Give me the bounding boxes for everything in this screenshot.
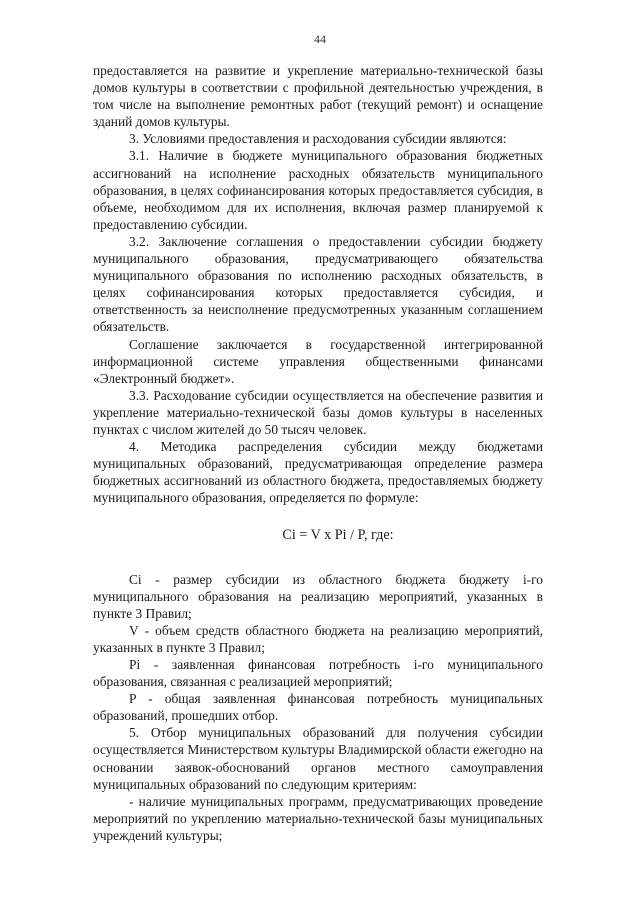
paragraph-3-3: 3.3. Расходование субсидии осуществляется на обеспечение развития и укрепление материально-технической базы домов культуры в населенных пунктах с числом жителей до 50 тысяч человек. (93, 387, 543, 437)
paragraph-intro-continuation: предоставляется на развитие и укрепление материально-технической базы домов культуры в соответствии с профильной деятельностью учреждения, в том числе на выполнение ремонтных работ (текущий ремонт) и оснащение зданий домов культуры. (93, 63, 543, 130)
paragraph-section-4: 4. Методика распределения субсидии между бюджетами муниципальных образований, предусматривающая определение размера бюджетных ассигнований из областного бюджета, предоставляемых бюджету муниципального образования, определяется по формуле: (93, 439, 543, 506)
paragraph-section-3: 3. Условиями предоставления и расходования субсидии являются: (129, 131, 507, 147)
paragraph-agreement: Соглашение заключается в государственной интегрированной информационной системе управления общественными финансами «Электронный бюджет». (93, 336, 543, 386)
document-body (93, 62, 543, 844)
paragraph-3-2: 3.2. Заключение соглашения о предоставлении субсидии бюджету муниципального образования, предусматривающего обязательства муниципального образования по исполнению расходных обязательств, в целях софинансирования которых предоставляется субсидия, и ответственность за неисполнение предусмотренных указанным соглашением обязательств. (93, 233, 543, 335)
definition-v: V - объем средств областного бюджета на реализацию мероприятий, указанных в пункте 3 Правил; (93, 622, 543, 655)
definition-p: P - общая заявленная финансовая потребность муниципальных образований, прошедших отбор. (93, 691, 543, 724)
definition-ci: Ci - размер субсидии из областного бюджета бюджету i-го муниципального образования на реализацию мероприятий, указанных в пункте 3 Правил; (93, 571, 543, 621)
page-number: 44 (314, 32, 326, 46)
criterion-municipal-programs: - наличие муниципальных программ, предусматривающих проведение мероприятий по укреплению материально-технической базы муниципальных учреждений культуры; (93, 793, 543, 843)
paragraph-section-5: 5. Отбор муниципальных образований для получения субсидии осуществляется Министерством культуры Владимирской области ежегодно на основании заявок-обоснований органов местного самоуправления муниципальных образований по следующим критериям: (93, 725, 543, 792)
paragraph-3-1: 3.1. Наличие в бюджете муниципального образования бюджетных ассигнований на исполнение расходных обязательств муниципального образования, в целях софинансирования которых предоставляется субсидия, в объеме, необходимом для их исполнения, включая размер планируемой к предоставлению субсидии. (93, 148, 543, 232)
definition-pi: Pi - заявленная финансовая потребность i-го муниципального образования, связанная с реализацией мероприятий; (93, 657, 543, 690)
subsidy-formula: Ci = V x Pi / P, где: (282, 527, 394, 544)
